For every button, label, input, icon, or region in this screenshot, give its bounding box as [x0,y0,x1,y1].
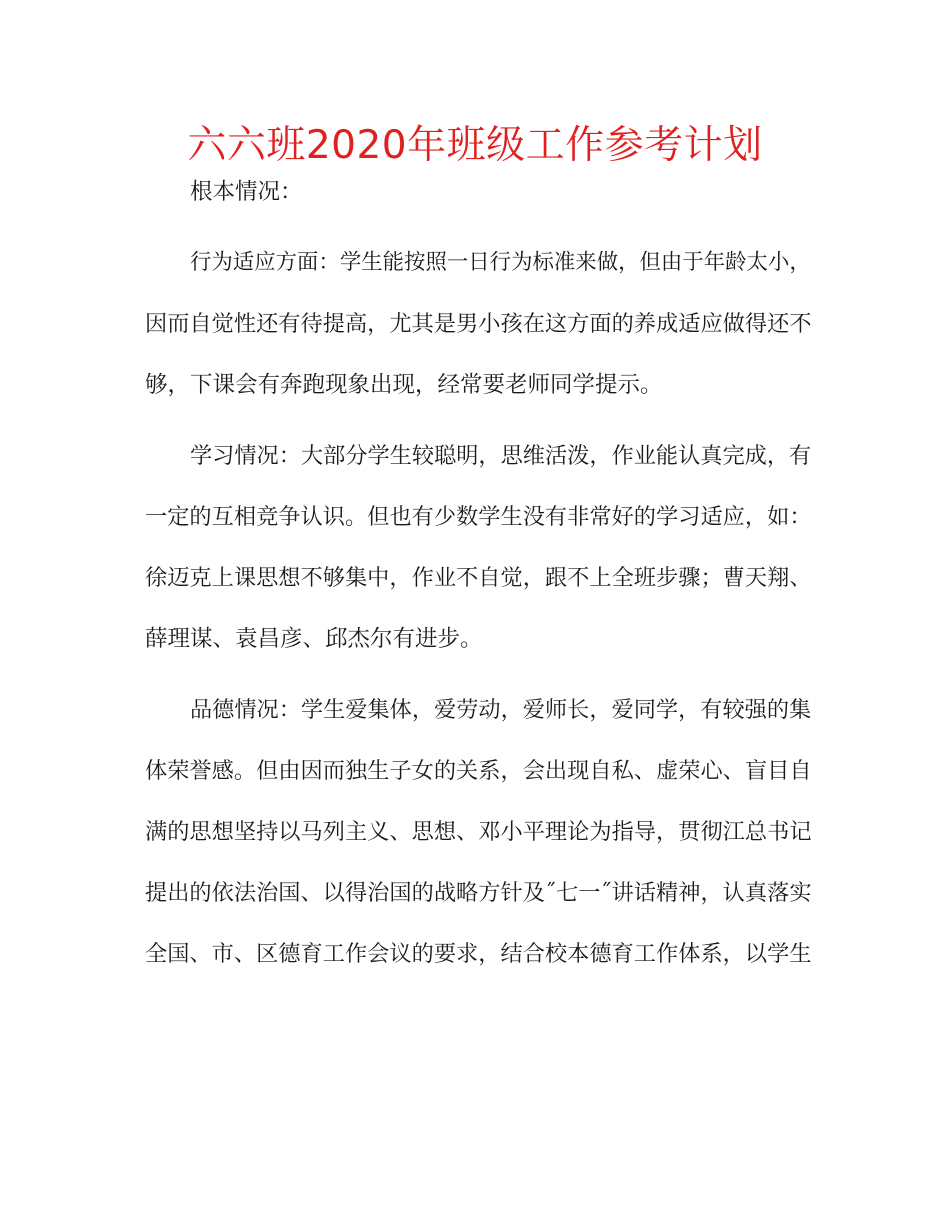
paragraph-line: 提出的依法治国、以得治国的战略方针及˝七一˝讲话精神，认真落实 [145,880,812,906]
paragraph-line: 行为适应方面：学生能按照一日行为标准来做，但由于年龄太小， [190,250,811,275]
paragraph-line: 因而自觉性还有待提高，尤其是男小孩在这方面的养成适应做得还不 [145,311,812,337]
paragraph-line: 薛理谋、袁昌彦、邱杰尔有进步。 [145,626,483,652]
paragraph-line: 体荣誉感。但由因而独生子女的关系，会出现自私、虚荣心、盲目自 [145,758,812,784]
document-title: 六六班2020年班级工作参考计划 [187,123,763,168]
paragraph-line: 徐迈克上课思想不够集中，作业不自觉，跟不上全班步骤；曹天翔、 [145,565,812,591]
paragraph-line: 全国、市、区德育工作会议的要求，结合校本德育工作体系，以学生 [145,941,812,967]
paragraph-line: 一定的互相竞争认识。但也有少数学生没有非常好的学习适应，如： [145,504,812,530]
paragraph-line: 够，下课会有奔跑现象出现，经常要老师同学提示。 [145,372,663,398]
paragraph-line: 学习情况：大部分学生较聪明，思维活泼，作业能认真完成，有 [190,443,812,469]
paragraph-line: 品德情况：学生爱集体，爱劳动，爱师长，爱同学，有较强的集 [190,697,812,723]
paragraph-line: 根本情况： [190,179,303,205]
paragraph-line: 满的思想坚持以马列主义、思想、邓小平理论为指导，贯彻江总书记 [145,819,812,845]
